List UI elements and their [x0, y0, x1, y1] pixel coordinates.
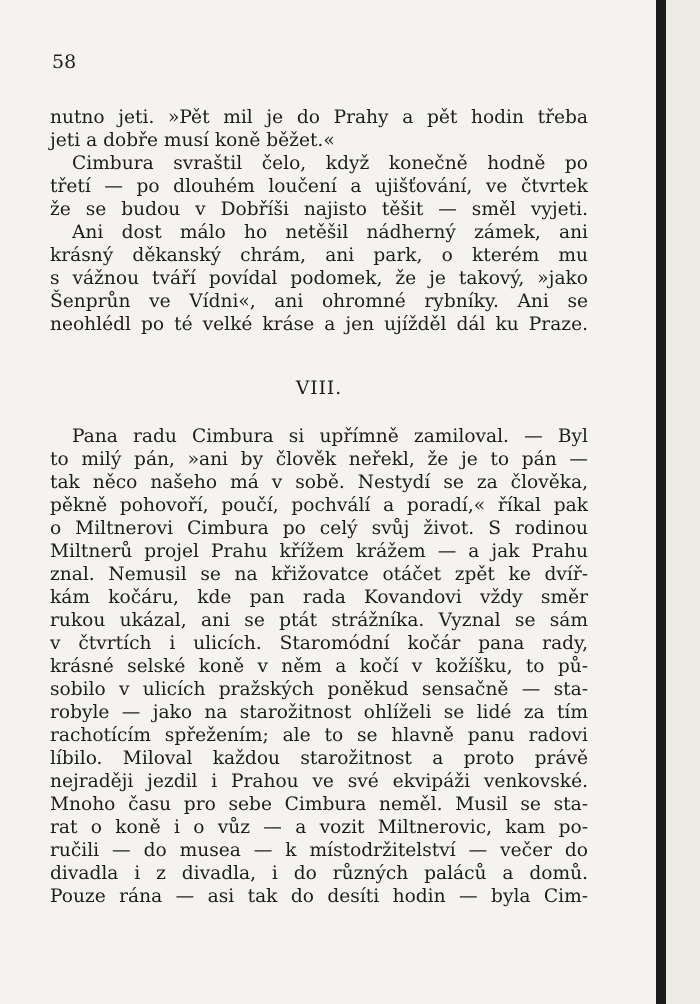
text-line: ručili — do musea — k místodržitelství — večer do [50, 840, 588, 861]
text-line: krásné selské koně v něm a kočí v kožíšku, to pů- [50, 656, 588, 677]
text-line: o Miltnerovi Cimbura po celý svůj život. S rodinou [50, 518, 588, 539]
text-line: znal. Nemusil se na křižovatce otáčet zpět ke dvíř- [50, 564, 588, 585]
text-line: Šenprůn ve Vídni«, ani ohromné rybníky. Ani se [50, 291, 588, 312]
text-line: rachotícím spřežením; ale to se hlavně panu radovi [50, 725, 588, 746]
text-line: Pouze rána — asi tak do desíti hodin — byla Cim- [50, 886, 588, 907]
text-line: kám kočáru, kde pan rada Kovandovi vždy směr [50, 587, 588, 608]
text-line: rukou ukázal, ani se ptát strážníka. Vyznal se sám [50, 610, 588, 631]
book-gutter [656, 0, 666, 1004]
text-line: krásný děkanský chrám, ani park, o kterém mu [50, 245, 588, 266]
text-line: neohlédl po té velké kráse a jen ujížděl dál ku Praze. [50, 314, 588, 335]
text-line: to milý pán, »ani by člověk neřekl, že je to pán — [50, 449, 588, 470]
text-line: s vážnou tváří povídal podomek, že je takový, »jako [50, 268, 588, 289]
text-line: pěkně pohovoří, poučí, pochválí a poradí,« říkal pak [50, 495, 588, 516]
text-line: Ani dost málo ho netěšil nádherný zámek, ani [72, 222, 588, 243]
text-line: nejraději jezdil i Prahou ve své ekvipáži venkovské. [50, 771, 588, 792]
text-line: divadla i z divadla, i do různých paláců a domů. [50, 863, 588, 884]
text-line: robyle — jako na starožitnost ohlíželi se lidé za tím [50, 702, 588, 723]
text-line: Pana radu Cimbura si upřímně zamiloval. — Byl [72, 426, 588, 447]
paragraph-block-2 [50, 425, 588, 908]
paragraph-block-1 [50, 106, 588, 336]
page-number: 58 [52, 51, 77, 73]
text-line: v čtvrtích i ulicích. Staromódní kočár pana rady, [50, 633, 588, 654]
text-line: sobilo v ulicích pražských poněkud sensačně — sta- [50, 679, 588, 700]
text-line: rat o koně i o vůz — a vozit Miltnerovic, kam po- [50, 817, 588, 838]
text-line: nutno jeti. »Pět mil je do Prahy a pět hodin třeba [50, 107, 588, 128]
text-line: jeti a dobře musí koně běžet.« [50, 130, 335, 151]
text-line: líbilo. Miloval každou starožitnost a proto právě [50, 748, 588, 769]
text-line: třetí — po dlouhém loučení a ujišťování, ve čtvrtek [50, 176, 588, 197]
text-line: Mnoho času pro sebe Cimbura neměl. Musil se sta- [50, 794, 588, 815]
text-line: tak něco našeho má v sobě. Nestydí se za člověka, [50, 472, 588, 493]
text-line: že se budou v Dobříši najisto těšit — směl vyjeti. [50, 199, 588, 220]
chapter-heading: VIII. [295, 378, 343, 399]
text-line: Miltnerů projel Prahu křížem krážem — a jak Prahu [50, 541, 588, 562]
text-line: Cimbura svraštil čelo, když konečně hodně po [72, 153, 588, 174]
facing-page-edge [666, 0, 700, 1004]
